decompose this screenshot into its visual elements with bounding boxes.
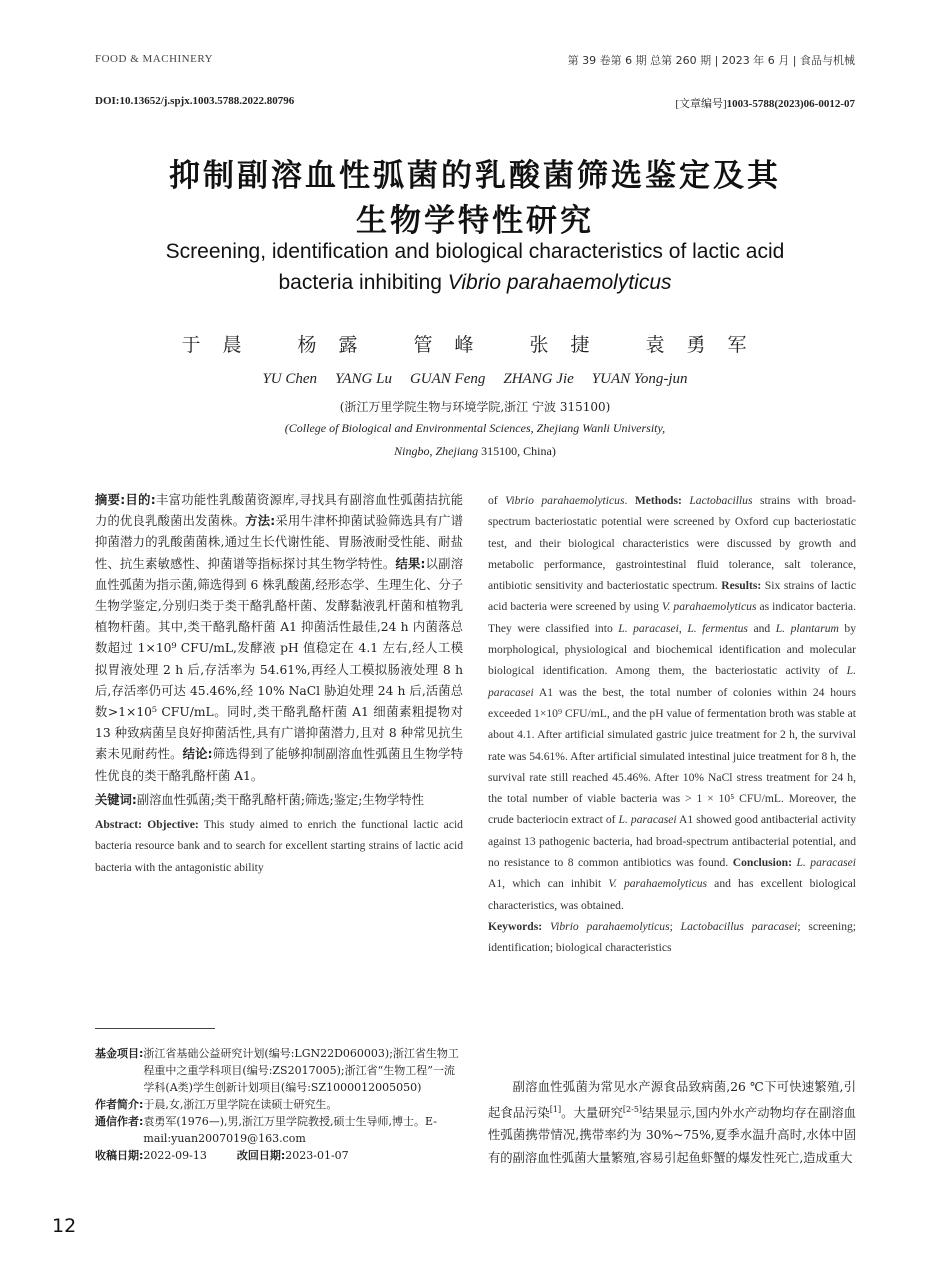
authors-en [0,371,950,388]
title-cn-line2: 生物学特性研究 [356,203,594,239]
title-en-line2: bacteria inhibiting Vibrio parahaemolyticus [278,271,672,294]
journal-name-en: FOOD & MACHINERY [95,53,214,65]
author-cn: 袁勇军 [645,334,769,356]
author-cn: 管峰 [413,334,496,356]
abstract-cn: 摘要:目的:丰富功能性乳酸菌资源库,寻找具有副溶血性弧菌拮抗能力的优良乳酸菌出发菌株。方法:采用牛津杯抑菌试验筛选具有广谱抑菌潜力的乳酸菌菌株,通过生长代谢性能、胃肠液耐受性能、耐盐性、抗生素敏感性、抑菌谱等指标探讨其生物学特性。结果:以副溶血性弧菌为指示菌,筛选得到 6 株乳酸菌,经形态学、生理生化、分子生物学鉴定,分别归类于类干酪乳酪杆菌、发酵黏液乳杆菌和植物乳植物杆菌。其中,类干酪乳酪杆菌 A1 抑菌活性最佳,24 h 内菌落总数超过 1×10⁹ CFU/mL,发酵液 pH 值稳定在 4.1 左右,经人工模拟胃液处理 2 h 后,存活率为 54.61%,再经人工模拟肠液处理 8 h 后,存活率仍可达 45.46%,经 10% NaCl 胁迫处理 24 h 后,活菌总数>1×10⁵ CFU/mL。同时,类干酪乳酪杆菌 A1 细菌素粗提物对 13 种致病菌呈良好抑菌活性,具有广谱抑菌潜力,且对 8 种常见抗生素未见耐药性。结论:筛选得到了能够抑制副溶血性弧菌且生物学特性优良的类干酪乳酪杆菌 A1。 [95,493,464,783]
author-en: GUAN Feng [409,371,486,387]
affiliation-en-line2: Ningbo, Zhejiang 315100, China) [394,444,556,458]
abstract-en-start: Abstract: Objective: This study aimed to enrich the functional lactic acid bacteria resource bank and to search for excellent starting strains of lactic acid bacteria with the antagonistic ability [95,818,463,874]
page-number: 12 [52,1215,77,1237]
dates-row: 收稿日期:2022-09-13 改回日期:2023-01-07 [95,1149,349,1162]
affiliation-en-line1: (College of Biological and Environmental Sciences, Zhejiang Wanli University, [284,421,666,435]
keywords-en: Keywords: Vibrio parahaemolyticus; Lactobacillus paracasei; screening; identification; biological characteristics [488,919,857,955]
keywords-cn: 关键词:副溶血性弧菌;类干酪乳酪杆菌;筛选;鉴定;生物学特性 [95,792,424,807]
author-en: YANG Lu [335,371,392,387]
author-en: YUAN Yong-jun [591,371,688,387]
introduction: 副溶血性弧菌为常见水产源食品致病菌,26 ℃下可快速繁殖,引起食品污染[1]。大量研究[2-5]结果显示,国内外水产动物均存在副溶血性弧菌携带情况,携带率约为 30%~75%,夏季水温升高时,水体中固有的副溶血性弧菌大量繁殖,容易引起鱼虾蟹的爆发性死亡,造成重大 [488,1080,856,1165]
fund-row: 基金项目: 浙江省基础公益研究计划(编号:LGN22D060003);浙江省生物工程重中之重学科项目(编号:ZS2017005);浙江省“生物工程”一流学科(A类)学生创新计划项目(编号:SZ1000012005050) [95,1047,459,1094]
author-cn: 于晨 [181,334,264,356]
doi[interactable]: DOI:10.13652/j.spjx.1003.5788.2022.80796 [95,95,295,107]
title-cn-line1: 抑制副溶血性弧菌的乳酸菌筛选鉴定及其 [169,158,781,194]
author-bio-row: 作者简介: 于晨,女,浙江万里学院在读硕士研究生。 [95,1098,338,1111]
affiliation-cn: (浙江万里学院生物与环境学院,浙江 宁波 315100) [339,400,611,414]
right-column [488,490,856,959]
issue-info: 第 39 卷第 6 期 总第 260 期 | 2023 年 6 月 | 食品与机械 [567,54,855,67]
footnote-divider [95,1028,215,1029]
author-en: ZHANG Jie [503,371,574,387]
authors-cn [0,330,950,357]
corresponding-row: 通信作者: 袁勇军(1976—),男,浙江万里学院教授,硕士生导师,博士。E-mail:yuan2007019@163.com [95,1115,437,1145]
abstract-en-cont: of Vibrio parahaemolyticus. Methods: Lactobacillus strains with broad-spectrum bacteriostatic potential were screened by Oxford cup bacteriostatic test, and their biological characteristics were discussed by growth and metabolic performance, gastrointestinal fluid tolerance, salt tolerance, antibiotic sensitivity and bacteriostatic spectrum. Results: Six strains of lactic acid bacteria were screened by using V. parahaemolyticus as indicator bacteria. They were classified into L. paracasei, L. fermentus and L. plantarum by morphological, physiological and biochemical identification and molecular biological identification. Among them, the bacteriostatic activity of L. paracasei A1 was the best, the total number of colonies within 24 hours exceeded 1×10⁹ CFU/mL, and the pH value of fermentation broth was stable at about 4.1. After artificial simulated gastric juice treatment for 2 h, the survival rate was 54.61%. After artificial simulated intestinal juice treatment for 8 h, the survival rate still reached 45.46%. After 10% NaCl stress treatment for 24 h, the total number of viable bacteria was > 1 × 10⁵ CFU/mL. Moreover, the crude bacteriocin extract of L. paracasei A1 showed good antibacterial activity against 13 pathogenic bacteria, had broad-spectrum antibacterial potential, and no resistance to 8 common antibiotics was found. Conclusion: L. paracasei A1, which can inhibit V. parahaemolyticus and has excellent biological characteristics, was obtained. [488,494,857,912]
author-cn: 张捷 [529,334,612,356]
article-number: [文章编号]1003-5788(2023)06-0012-07 [675,98,855,110]
left-column [95,490,463,878]
author-en: YU Chen [262,371,318,387]
footnotes [95,1045,463,1164]
author-cn: 杨露 [297,334,380,356]
title-en-line1: Screening, identification and biological characteristics of lactic acid [165,240,785,263]
